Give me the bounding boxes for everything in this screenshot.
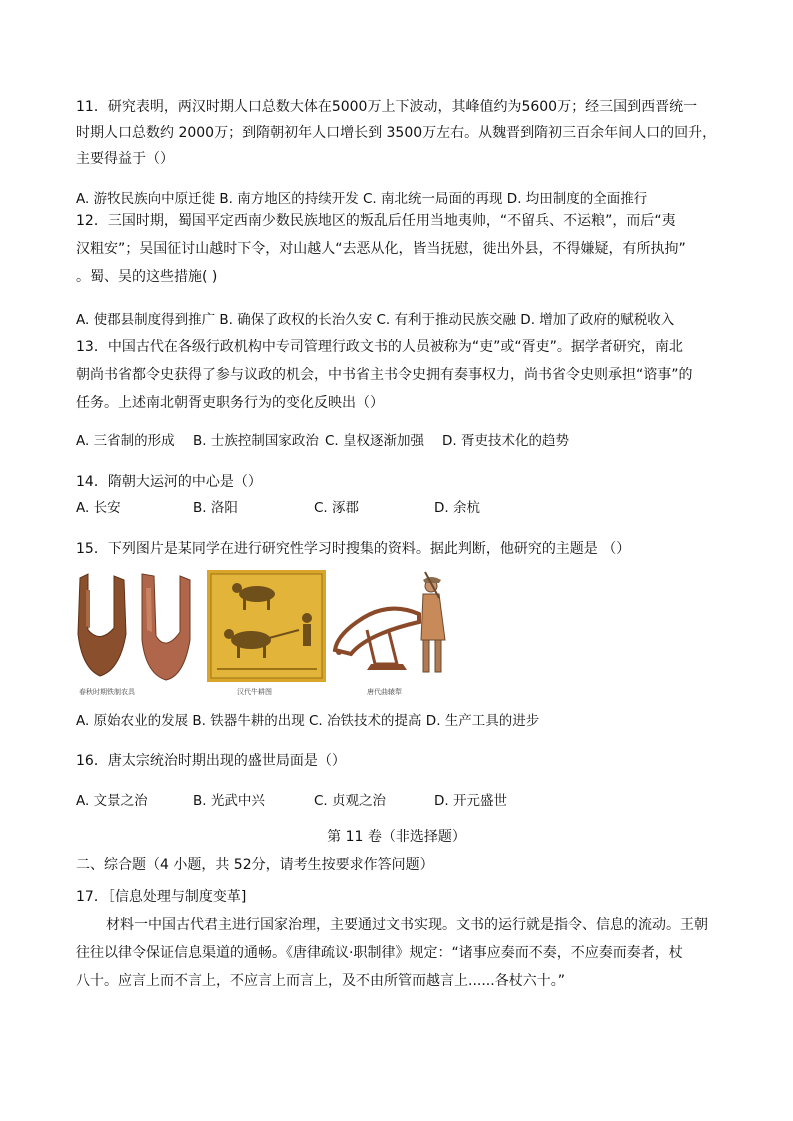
curved-plow-caption: 唐代曲辕犁 — [367, 688, 402, 696]
q14-option-a: A. 长安 — [76, 500, 121, 516]
q13-line-3: 任务。上述南北朝胥吏职务行为的变化反映出（） — [76, 395, 384, 411]
q17-line-1: 17．［信息处理与制度变革] — [76, 889, 247, 905]
q15-line-1: 15．下列图片是某同学在进行研究性学习时搜集的资料。据此判断，他研究的主题是 （） — [76, 541, 631, 557]
ox-plowing-caption: 汉代牛耕图 — [237, 688, 272, 696]
q13-option-c: C. 皇权逐渐加强 — [325, 433, 425, 449]
ox-plowing-image — [207, 570, 326, 682]
q14-option-b: B. 洛阳 — [193, 500, 238, 516]
q13-line-2: 朝尚书省都令史获得了参与议政的机会，中书省主书令史拥有奏事权力，尚书省令史则承担“谘事”的 — [76, 367, 693, 383]
q14-line-1: 14．隋朝大运河的中心是（） — [76, 474, 262, 490]
iron-tools-caption: 春秋时期铁制农具 — [79, 688, 135, 696]
q11-line-1: 11．研究表明，两汉时期人口总数大体在5000万上下波动，其峰值约为5600万；经三国到西晋统一 — [76, 99, 698, 115]
q14-option-c: C. 涿郡 — [314, 500, 360, 516]
q13-option-a: A. 三省制的形成 — [76, 433, 175, 449]
curved-plow-image — [327, 570, 451, 682]
q11-line-2: 时期人口总数约 2000万；到隋朝初年人口增长到 3500万左右。从魏晋到隋初三百余年间人口的回升， — [76, 125, 717, 141]
q11-options: A. 游牧民族向中原迁徙 B. 南方地区的持续开发 C. 南北统一局面的再现 D. 均田制度的全面推行 — [76, 191, 648, 207]
ox-plowing-figure — [207, 570, 326, 702]
q17-line-4: 八十。应言上而不言上，不应言上而言上，及不由所管而越言上......各杖六十。” — [76, 973, 565, 989]
q12-options: A. 使郡县制度得到推广 B. 确保了政权的长治久安 C. 有利于推动民族交融 D. 增加了政府的赋税收入 — [76, 312, 675, 328]
q16-option-d: D. 开元盛世 — [434, 793, 507, 809]
q13-line-1: 13．中国古代在各级行政机构中专司管理行政文书的人员被称为“吏”或“胥吏”。据学者研究，南北 — [76, 339, 683, 355]
volume-title: 第 11 卷（非选择题） — [327, 829, 466, 845]
q16-line-1: 16．唐太宗统治时期出现的盛世局面是（） — [76, 753, 346, 769]
q16-option-b: B. 光武中兴 — [193, 793, 265, 809]
q12-line-3: 。蜀、吴的这些措施( ) — [76, 269, 218, 285]
q14-option-d: D. 余杭 — [434, 500, 480, 516]
q16-option-c: C. 贞观之治 — [314, 793, 387, 809]
q12-line-2: 汉粗安”；吴国征讨山越时下令，对山越人“去恶从化，皆当抚慰，徙出外县，不得嫌疑，有所执拘” — [76, 241, 686, 257]
q15-options: A. 原始农业的发展 B. 铁器牛耕的出现 C. 冶铁技术的提高 D. 生产工具的进步 — [76, 713, 540, 729]
q11-line-3: 主要得益于（） — [76, 151, 174, 167]
curved-plow-figure — [327, 570, 451, 702]
iron-tools-image — [76, 570, 200, 702]
q16-option-a: A. 文景之治 — [76, 793, 148, 809]
q12-line-1: 12．三国时期，蜀国平定西南少数民族地区的叛乱后任用当地夷帅，“不留兵、不运粮”，而后“夷 — [76, 213, 676, 229]
q17-line-2: 材料一中国古代君主进行国家治理，主要通过文书实现。文书的运行就是指令、信息的流动。王朝 — [106, 917, 708, 933]
q17-line-3: 往往以律令保证信息渠道的通畅。《唐律疏议·职制律》规定：“诸事应奏而不奏，不应奏而奏者，杖 — [76, 945, 683, 961]
part-title: 二、综合题（4 小题，共 52分，请考生按要求作答问题） — [76, 857, 434, 873]
iron-tools-figure — [76, 570, 200, 702]
q13-option-d: D. 胥吏技术化的趋势 — [442, 433, 569, 449]
q13-option-b: B. 士族控制国家政治 — [193, 433, 319, 449]
